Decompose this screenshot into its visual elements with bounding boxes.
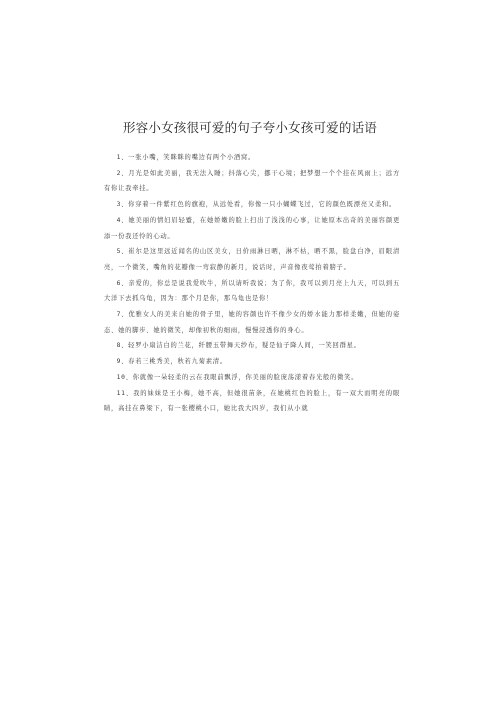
paragraph-6: 6、亲爱的，你总是说我爱吹牛，所以请听我说；为了你，我可以到月亮上九天，可以到五大洋下去抓乌龟，因为：那个月是你，那乌龟也是你！ <box>104 279 400 303</box>
paragraph-10: 10、你就像一朵轻柔的云在我眼前飘浮，你美丽的脸庞荡漾着春光般的微笑。 <box>116 373 359 381</box>
paragraph-1: 1、一张小嘴，笑眯眯的嘴边有两个小酒窝。 <box>116 154 256 161</box>
paragraph-11: 11、我的妹妹是王小梅，她不高，但她很苗条，在她桃红色的脸上，有一双大而明亮的眼睛，高挂在鼻梁下，有一张樱桃小口，她比我大四岁，我们从小就 <box>104 389 400 413</box>
paragraph-4: 4、她美丽的情妇眉轻蹙，在她娇嫩的脸上扫出了浅浅的心事，让她原本出奇的美丽容颜更添一份我还怜的心动。 <box>104 216 400 240</box>
paragraph-5: 5、崔尔是这里远近闻名的山区美女，日价雨淋日晒，淋不枯，晒不黑，脸盘白净，眉眼清亮，一个微笑，嘴角的花瓣像一弯寂静的新月，说话时，声音像夜莺拍着膀子。 <box>104 248 400 271</box>
document-title: 形容小女孩很可爱的句子夸小女孩可爱的话语 <box>122 120 377 135</box>
paragraph-8: 8、轻罗小扇洁白的兰花，纤腰玉带舞天纱布，疑是仙子降人间，一笑回群星。 <box>116 342 361 350</box>
paragraph-2: 2、月光是如此美丽，我无法入睡；抖落心尖，挪干心境；把梦想一个个挂在风雨上；远方有你让我牵挂。 <box>104 169 400 193</box>
document-body <box>104 150 400 417</box>
paragraph-9: 9、春若三桃秀美，秋若九菊素清。 <box>116 358 227 366</box>
paragraph-3: 3、你穿着一件紫红色的旗袍，从远处看，你像一只小蝴蝶飞过，它的颜色既漂亮又柔和。 <box>116 201 396 209</box>
paragraph-7: 7、优雅女人的美来自她的骨子里，她的容颜也许不像少女的娇水能力那样柔嫩，但她的姿态、她的脚步、她的微笑，却像初秋的细雨，慢慢浸透你的身心。 <box>104 311 400 334</box>
